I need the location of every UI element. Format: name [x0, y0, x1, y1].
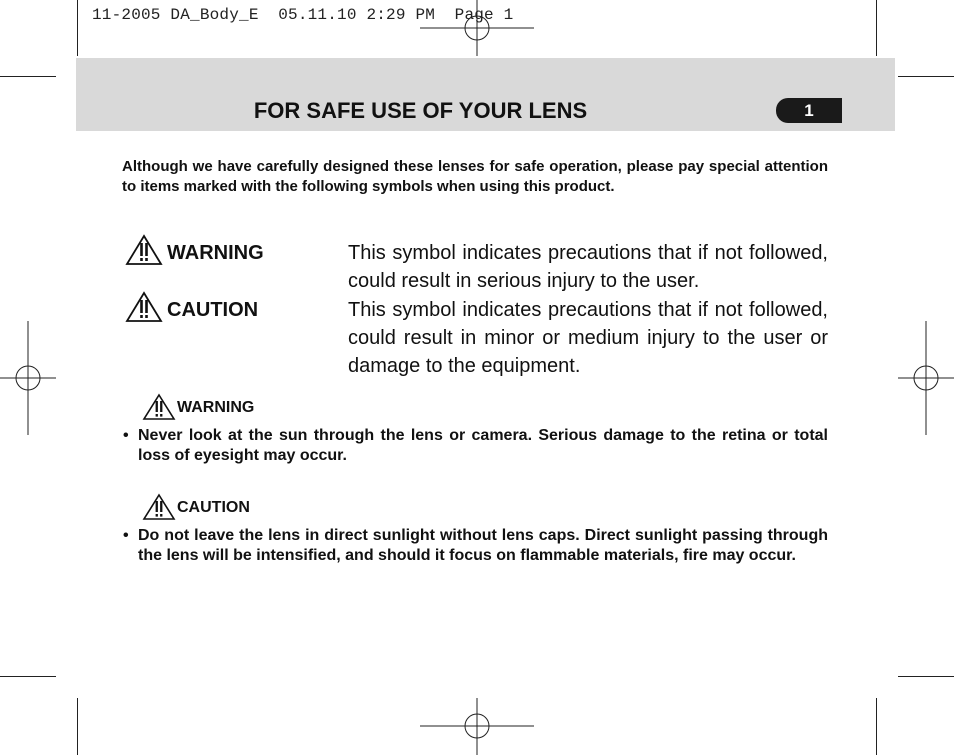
legend-warning-description: This symbol indicates precautions that if not followed, could result in serious injury to the user.: [348, 242, 828, 292]
registration-mark-bottom: [420, 698, 534, 755]
bullet-marker: •: [123, 427, 129, 444]
printer-slug: 11-2005 DA_Body_E 05.11.10 2:29 PM Page 1: [92, 6, 514, 24]
crop-mark: [898, 676, 954, 677]
warning-triangle-icon: [142, 393, 176, 421]
header-band: [76, 58, 895, 131]
crop-mark: [77, 698, 78, 755]
bullet-marker: •: [123, 527, 129, 544]
page-title-text: FOR SAFE USE OF YOUR LENS: [253, 98, 588, 123]
crop-mark: [876, 0, 877, 56]
page-title: [76, 98, 895, 124]
warning-section-heading: WARNING: [177, 399, 255, 416]
registration-mark-left: [0, 321, 56, 435]
warning-triangle-icon: [125, 291, 163, 323]
caution-bullet-text: Do not leave the lens in direct sunlight without lens caps. Direct sunlight passing through the lens will be intensified, and should it focus on flammable materials, fire may occur.: [138, 527, 828, 564]
legend-warning-label: WARNING: [167, 242, 264, 264]
crop-mark: [0, 676, 56, 677]
warning-bullet-text: Never look at the sun through the lens or camera. Serious damage to the retina or total loss of eyesight may occur.: [138, 427, 828, 464]
warning-triangle-icon: [125, 234, 163, 266]
warning-triangle-icon: [142, 493, 176, 521]
registration-mark-top: [420, 0, 534, 56]
legend-caution-label: CAUTION: [167, 299, 259, 321]
caution-section-heading: CAUTION: [177, 499, 250, 516]
legend-caution-description: This symbol indicates precautions that if not followed, could result in minor or medium injury to the user or damage to the equipment.: [348, 299, 828, 377]
crop-mark: [0, 76, 56, 77]
crop-mark: [898, 76, 954, 77]
page-number-badge: 1: [776, 98, 842, 123]
registration-mark-right: [898, 321, 954, 435]
intro-paragraph: Although we have carefully designed these lenses for safe operation, please pay special attention to items marked with the following symbols when using this product.: [122, 158, 828, 195]
crop-mark: [876, 698, 877, 755]
crop-mark: [77, 0, 78, 56]
